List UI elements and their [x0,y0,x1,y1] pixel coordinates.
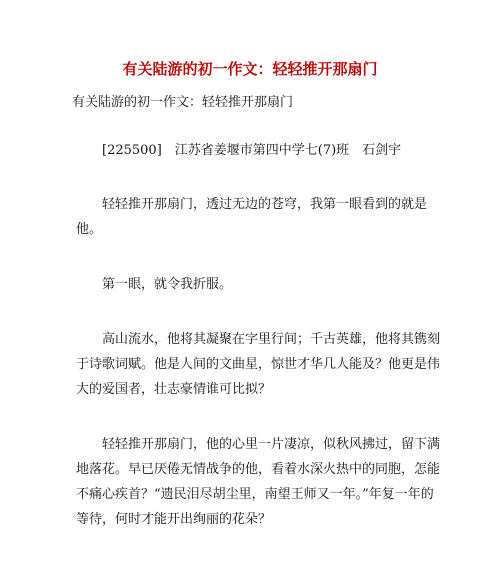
paragraph-1: 轻轻推开那扇门，透过无边的苍穹，我第一眼看到的就是他。 [76,197,428,237]
paragraph-4: 轻轻推开那扇门，他的心里一片凄凉，似秋风拂过，留下满地落花。早已厌倦无情战争的他，看着水深火热中的同胞，怎能不痛心疾首？“遗民泪尽胡尘里，南望王师又一年。”年复一年的等待，何时才能开出绚丽的花朵？ [76,437,441,527]
document-title: 有关陆游的初一作文：轻轻推开那扇门 [122,60,378,78]
paragraph-3: 高山流水，他将其凝聚在字里行间；千古英雄，他将其镌刻于诗歌词赋。他是人间的文曲星，惊世才华几人能及？他更是伟大的爱国者，壮志豪情谁可比拟？ [76,332,441,397]
document-subtitle: 有关陆游的初一作文：轻轻推开那扇门 [72,95,294,110]
paragraph-2: 第一眼，就令我折服。 [102,277,233,292]
author-info: [225500] 江苏省姜堰市第四中学七(7)班 石剑宇 [102,143,402,158]
